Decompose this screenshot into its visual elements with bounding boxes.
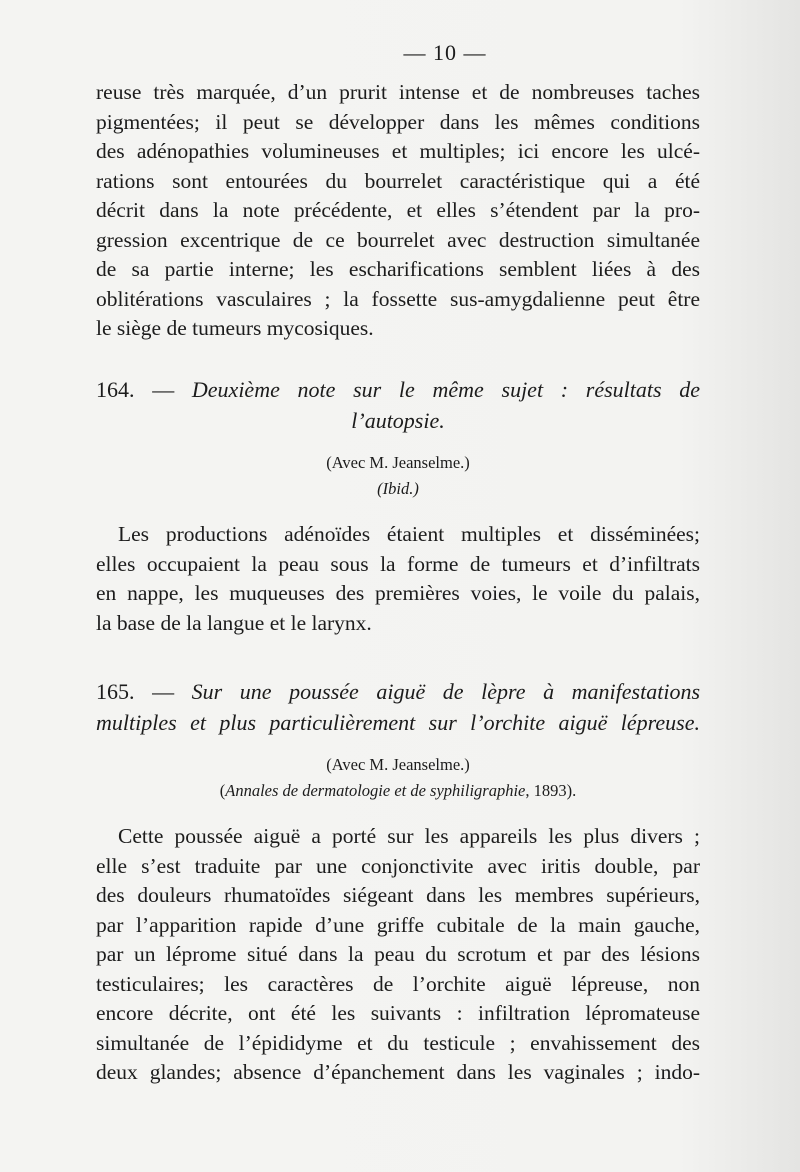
section-164-heading [96, 374, 700, 436]
section-164-coauthor: (Avec M. Jeanselme.) [326, 453, 470, 472]
section-164-paragraph [96, 520, 700, 638]
text-line: de sa partie interne; les escharifications semblent liées à des [96, 257, 700, 281]
text-line: décrit dans la note précédente, et elles s’étendent par la pro- [96, 198, 700, 222]
text-line: testiculaires; les caractères de l’orchite aiguë lépreuse, non [96, 971, 700, 996]
page-number: — 10 — [403, 40, 487, 65]
text-line: Les productions adénoïdes étaient multiples et disséminées; [118, 522, 700, 546]
text-line: en nappe, les muqueuses des premières voies, le voile du palais, [96, 581, 700, 605]
section-164-title: Deuxième note sur le même sujet : résultats de [191, 377, 701, 402]
text-line: par un lépromе situé dans la peau du scrotum et par des lésions [96, 942, 700, 966]
section-165-heading [96, 676, 700, 738]
section-165-paragraph [96, 822, 700, 1088]
intro-paragraph [96, 78, 700, 344]
section-165-title-line1 [96, 676, 700, 707]
text-line: pigmentées; il peut se développer dans les mêmes conditions [96, 109, 700, 134]
section-164-meta [96, 450, 700, 502]
text-line: gression excentrique de ce bourrelet avec destruction simultanée [96, 227, 700, 252]
text-line: reuse très marquée, d’un prurit intense et de nombreuses taches [96, 80, 700, 104]
section-165-year: , 1893). [525, 781, 577, 800]
text-line: rations sont entourées du bourrelet caractéristique qui a été [96, 168, 700, 193]
section-164-title-line1 [96, 374, 700, 405]
text-line: Cette poussée aiguë a porté sur les appareils les plus divers ; [118, 824, 700, 848]
section-164-title-line2: l’autopsie. [351, 408, 445, 433]
text-line: elle s’est traduite par une conjonctivite avec iritis double, par [96, 853, 700, 878]
section-165-coauthor: (Avec M. Jeanselme.) [326, 755, 470, 774]
section-165-title: Sur une poussée aiguë de lèpre à manifestations [191, 679, 701, 704]
section-165-meta [96, 752, 700, 804]
text-line: le siège de tumeurs mycosiques. [96, 316, 374, 340]
text-line: des douleurs rhumatoïdes siégeant dans les membres supérieurs, [96, 883, 700, 907]
section-165-number: 165. — [96, 679, 175, 704]
text-line: la base de la langue et le larynx. [96, 610, 372, 635]
section-165-source [96, 778, 700, 804]
section-164-number: 164. — [96, 377, 175, 402]
text-line: elles occupaient la peau sous la forme de tumeurs et d’infiltrats [96, 551, 700, 576]
section-165-journal: Annales de dermatologie et de syphiligraphie [225, 781, 526, 800]
text-line: des adénopathies volumineuses et multiples; ici encore les ulcé- [96, 139, 700, 163]
text-line: oblitérations vasculaires ; la fossette sus-amygdalienne peut être [96, 286, 700, 311]
text-line: simultanée de l’épididyme et du testicule ; envahissement des [96, 1030, 700, 1055]
section-164-source: (Ibid.) [377, 479, 419, 498]
text-line: par l’apparition rapide d’une griffe cubitale de la main gauche, [96, 912, 700, 937]
text-line: deux glandes; absence d’épanchement dans les vaginales ; indo- [96, 1060, 700, 1084]
text-line: encore décrite, ont été les suivants : infiltration lépromateuse [96, 1001, 700, 1025]
section-165-title-line2: multiples et plus particulièrement sur l’orchite aiguë lépreuse. [96, 710, 700, 735]
source-open-paren: ( [219, 781, 226, 800]
